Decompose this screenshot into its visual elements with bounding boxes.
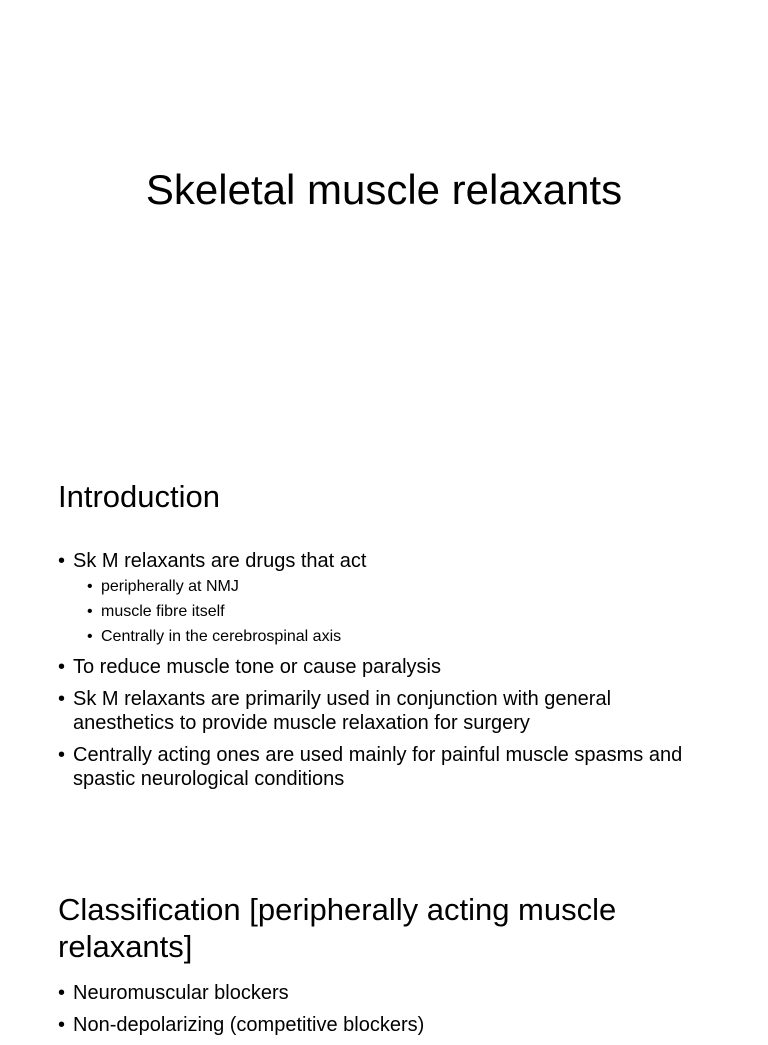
sub-list-item (87, 600, 708, 624)
sub-bullet-text: muscle fibre itself (101, 603, 225, 620)
slide-introduction (0, 432, 768, 864)
bullet-list (58, 981, 708, 1045)
bullet-glyph: • (58, 744, 66, 766)
list-item (58, 743, 708, 791)
bullet-glyph: • (58, 982, 66, 1004)
bullet-text: To reduce muscle tone or cause paralysis (73, 656, 441, 678)
list-item (58, 981, 708, 1005)
slide-heading: Introduction (58, 479, 220, 514)
bullet-text: Non-depolarizing (competitive blockers) (73, 1014, 425, 1036)
slide-classification (0, 864, 768, 1036)
sub-list-item (87, 575, 708, 599)
slide-title (0, 0, 768, 432)
bullet-text: Neuromuscular blockers (73, 982, 289, 1004)
bullet-glyph: • (58, 656, 66, 678)
sub-bullet-list (73, 575, 708, 649)
bullet-glyph: • (58, 550, 66, 572)
bullet-glyph: • (87, 603, 93, 620)
bullet-text: Centrally acting ones are used mainly for painful muscle spasms and spastic neurological conditions (73, 744, 683, 790)
bullet-text: Sk M relaxants are drugs that act (73, 550, 367, 572)
presentation-title: Skeletal muscle relaxants (145, 166, 623, 213)
list-item (58, 1013, 708, 1037)
sub-bullet-text: peripherally at NMJ (101, 578, 239, 595)
sub-list-item (87, 625, 708, 649)
bullet-text: Sk M relaxants are primarily used in conjunction with general anesthetics to provide muscle relaxation for surgery (73, 688, 612, 734)
list-item (58, 655, 708, 679)
bullet-glyph: • (58, 688, 66, 710)
list-item (58, 687, 708, 735)
bullet-glyph: • (58, 1014, 66, 1036)
bullet-glyph: • (87, 578, 93, 595)
sub-bullet-text: Centrally in the cerebrospinal axis (101, 628, 342, 645)
slide-heading: Classification [peripherally acting muscle relaxants] (58, 892, 617, 964)
bullet-list (58, 549, 708, 799)
list-item (58, 549, 708, 649)
bullet-glyph: • (87, 628, 93, 645)
